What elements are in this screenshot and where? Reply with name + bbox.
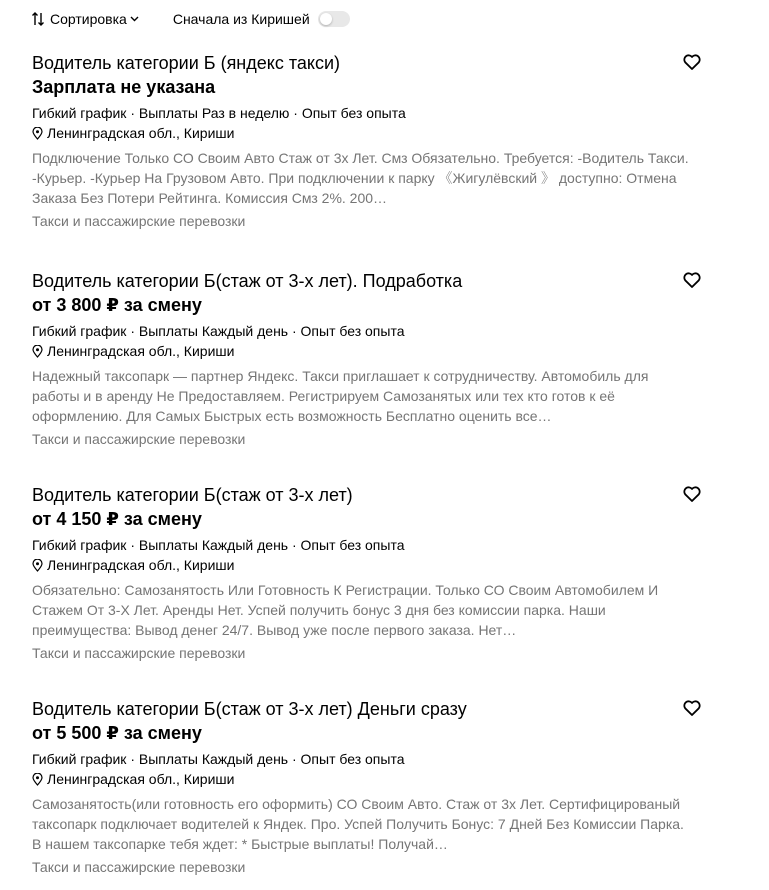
- listing-card[interactable]: [32, 270, 712, 448]
- listing-title[interactable]: Водитель категории Б(стаж от 3-х лет) Деньги сразу: [32, 699, 467, 719]
- local-first-filter: [173, 11, 350, 27]
- listing-location: [32, 342, 712, 360]
- heart-icon[interactable]: [682, 270, 702, 290]
- listing-salary: Зарплата не указана: [32, 77, 216, 97]
- listing-location: [32, 124, 712, 142]
- listing-description: Обязательно: Самозанятость Или Готовность К Регистрации. Только СО Своим Автомобилем И Стажем От 3-Х Лет. Аренды Нет. Успей получить бонус 3 дня без комиссии парка. Наши преимущества: Вывод денег 24/7. Вывод уже после первого заказа. Нет…: [32, 582, 659, 638]
- chevron-down-icon: [130, 16, 139, 22]
- heart-icon[interactable]: [682, 52, 702, 72]
- toggle-knob: [320, 13, 332, 25]
- toolbar: [32, 8, 350, 30]
- listing-salary: от 4 150 ₽ за смену: [32, 509, 202, 529]
- location-text: Ленинградская обл., Кириши: [47, 343, 235, 359]
- location-text: Ленинградская обл., Кириши: [47, 557, 235, 573]
- listing-card[interactable]: [32, 52, 712, 230]
- listing-params: Гибкий график · Выплаты Каждый день · Опыт без опыта: [32, 323, 405, 339]
- listing-card[interactable]: [32, 484, 712, 662]
- heart-icon[interactable]: [682, 698, 702, 718]
- listing-category: Такси и пассажирские перевозки: [32, 431, 246, 447]
- heart-icon[interactable]: [682, 484, 702, 504]
- listing-location: [32, 770, 712, 788]
- location-pin-icon: [32, 559, 43, 572]
- location-pin-icon: [32, 345, 43, 358]
- local-first-toggle[interactable]: [318, 11, 350, 27]
- listing-salary: от 3 800 ₽ за смену: [32, 295, 202, 315]
- listing-description: Надежный таксопарк — партнер Яндекс. Такси приглашает к сотрудничеству. Автомобиль для работы и в аренду Не Предоставляем. Регистрируем Самозанятых или тех кто готов к её оформлению. Для Самых Быстрых есть возможность Бесплатно оценить все…: [32, 368, 649, 424]
- listing-title[interactable]: Водитель категории Б(стаж от 3-х лет). Подработка: [32, 271, 463, 291]
- location-pin-icon: [32, 127, 43, 140]
- listing-params: Гибкий график · Выплаты Каждый день · Опыт без опыта: [32, 537, 405, 553]
- sort-button[interactable]: [32, 11, 145, 27]
- sort-arrows-icon: [32, 12, 44, 26]
- listing-description: Самозанятость(или готовность его оформить) СО Своим Авто. Стаж от 3х Лет. Сертифицированый таксопарк подключает водителей к Яндек. Про. Успей Получить Бонус: 7 Дней Без Комиссии Парка. В нашем таксопарке тебя ждет: * Быстрые выплаты! Получай…: [32, 796, 684, 852]
- listing-location: [32, 556, 712, 574]
- toggle-label: Сначала из Киришей: [172, 11, 310, 27]
- listing-salary: от 5 500 ₽ за смену: [32, 723, 202, 743]
- location-text: Ленинградская обл., Кириши: [47, 125, 235, 141]
- listing-params: Гибкий график · Выплаты Раз в неделю · Опыт без опыта: [32, 105, 406, 121]
- listing-category: Такси и пассажирские перевозки: [32, 213, 246, 229]
- location-pin-icon: [32, 773, 43, 786]
- location-text: Ленинградская обл., Кириши: [47, 771, 235, 787]
- listing-title[interactable]: Водитель категории Б (яндекс такси): [32, 53, 341, 73]
- listing-category: Такси и пассажирские перевозки: [32, 859, 246, 875]
- listing-params: Гибкий график · Выплаты Каждый день · Опыт без опыта: [32, 751, 405, 767]
- listing-description: Подключение Только СО Своим Авто Стаж от 3х Лет. Смз Обязательно. Требуется: -Водитель Такси. -Курьер. -Курьер На Грузовом Авто. При подключении к парку 《Жигулёвский 》 доступно: Отмена Заказа Без Потери Рейтинга. Комиссия Смз 2%. 200…: [32, 150, 689, 206]
- sort-label: Сортировка: [50, 11, 127, 27]
- listing-category: Такси и пассажирские перевозки: [32, 645, 246, 661]
- listing-card[interactable]: [32, 698, 712, 876]
- listing-title[interactable]: Водитель категории Б(стаж от 3-х лет): [32, 485, 353, 505]
